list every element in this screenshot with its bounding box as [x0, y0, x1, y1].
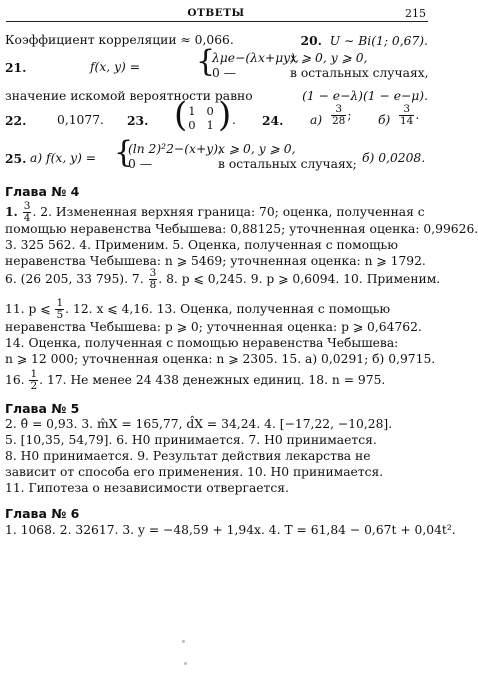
fraction-denominator: 4: [23, 212, 31, 224]
answer-25-case1-expr: (ln 2)²2−(x+y),: [128, 142, 222, 156]
scan-speck: [184, 662, 187, 665]
fraction-numerator: 1: [56, 297, 64, 309]
fraction-denominator: 2: [30, 380, 38, 392]
chapter-4-title: Глава № 4: [5, 184, 80, 199]
chapter-4-line-1: [5, 201, 428, 224]
fraction-denominator: 5: [56, 309, 64, 321]
fraction-numerator: 3: [399, 104, 414, 116]
answer-text: . 2. Измененная верхняя граница: 70; оценка, полученная с: [32, 205, 425, 219]
answer-24-number: 24.: [262, 113, 284, 128]
answer-21-case1-expr: λμe−(λx+μy),: [212, 51, 299, 65]
matrix-cell: 0: [206, 104, 214, 118]
answer-20-text: U ∼ Bi(1; 0,67).: [329, 34, 428, 48]
chapter-4-line-7: неравенства Чебышева: p ⩾ 0; уточненная оценка: p ⩾ 0,64762.: [5, 320, 422, 334]
answer-25-case1-cond: x ⩾ 0, y ⩾ 0,: [218, 142, 296, 156]
matrix-cell: 1: [188, 104, 196, 118]
chapter-4-line-6: [5, 298, 428, 321]
chapter-5-line-3: 8. H0 принимается. 9. Результат действия лекарства не: [5, 449, 371, 463]
answer-text: 16.: [5, 373, 25, 387]
chapter-4-line-10: [5, 369, 428, 392]
chapter-4-line-5: [5, 267, 441, 291]
answer-25-case2-expr: 0 —: [128, 157, 153, 171]
chapter-4-line-3: 3. 325 562. 4. Применим. 5. Оценка, полученная с помощью: [5, 238, 398, 252]
matrix-right-paren: ): [218, 95, 232, 135]
answer-line-19-20: [5, 33, 428, 49]
fraction-numerator: 3: [331, 104, 346, 116]
scan-speck: [182, 640, 185, 643]
matrix-left-paren: (: [174, 95, 188, 135]
answer-21-case2-expr: 0 —: [212, 66, 237, 80]
answer-21-number: 21.: [5, 60, 27, 75]
running-header: [6, 6, 426, 20]
header-rule: [6, 21, 428, 22]
answer-25-case2-cond: в остальных случаях;: [218, 157, 357, 171]
answer-text: . 17. Не менее 24 438 денежных единиц. 18. n = 975.: [39, 373, 386, 387]
chapter-5-line-4: зависит от способа его применения. 10. H0 принимается.: [5, 465, 384, 479]
answer-21-function: f(x, y) =: [90, 60, 141, 74]
answer-25-number: 25.: [5, 151, 27, 166]
chapter-6-title: Глава № 6: [5, 506, 80, 521]
fraction-numerator: 1: [30, 368, 38, 380]
answer-24a-fraction: $\frac{3}{28}$ ;: [332, 103, 352, 127]
fraction-numerator: 3: [23, 200, 31, 212]
answer-25b: б) 0,0208.: [362, 151, 426, 165]
answer-22-value: 0,1077.: [57, 113, 104, 127]
chapter-5-line-1: 2. θ̂ = 0,93. 3. m̂X = 165,77, d̂X = 34,24. 4. [−17,22, −10,28].: [5, 417, 393, 431]
answer-22-number: 22.: [5, 113, 27, 128]
answer-20-number: 20.: [300, 33, 322, 48]
chapter-5-title: Глава № 5: [5, 401, 80, 416]
answer-21-brace: {: [196, 44, 216, 79]
chapter-4-line-2: помощью неравенства Чебышева: 0,88125; уточненная оценка: 0,99626.: [5, 222, 478, 236]
answer-21-probability: [5, 89, 428, 104]
probability-value: (1 − e−λ)(1 − e−μ).: [302, 89, 428, 103]
matrix-cell: 1: [206, 118, 214, 132]
chapter-6-line-1: 1. 1068. 2. 32617. 3. y = −48,59 + 1,94x. 4. T = 61,84 − 0,67t + 0,04t².: [5, 523, 456, 537]
answer-text: 11. p ⩽: [5, 302, 51, 316]
answer-text: . 12. x ⩽ 4,16. 13. Оценка, полученная с помощью: [65, 302, 391, 316]
probability-label: значение искомой вероятности равно: [5, 89, 253, 103]
fraction-denominator: 14: [400, 115, 414, 127]
fraction-denominator: 28: [332, 115, 346, 127]
answer-25a-function: а) f(x, y) =: [30, 151, 97, 165]
answer-23-number: 23.: [127, 113, 149, 128]
answer-number: 1.: [5, 204, 18, 219]
answer-24b-fraction: $\frac{3}{14}$ .: [400, 103, 420, 127]
chapter-4-line-9: n ⩾ 12 000; уточненная оценка: n ⩾ 2305. 15. а) 0,0291; б) 0,9715.: [5, 352, 436, 366]
answer-23-matrix: [184, 104, 218, 132]
chapter-4-line-4: неравенства Чебышева: n ⩾ 5469; уточненная оценка: n ⩾ 1792.: [5, 254, 426, 268]
fraction-numerator: 3: [149, 267, 157, 279]
answer-text: . 8. p ⩽ 0,245. 9. p ⩾ 0,6094. 10. Применим.: [158, 272, 441, 286]
matrix-cell: 0: [188, 118, 196, 132]
answer-24b-label: б): [378, 113, 391, 127]
fraction-denominator: 8: [149, 279, 157, 291]
answer-21-case2-cond: в остальных случаях,: [290, 66, 429, 80]
answer-19: Коэффициент корреляции ≈ 0,066.: [5, 33, 234, 47]
matrix-period: .: [232, 113, 236, 127]
answer-25-brace: {: [114, 135, 134, 170]
page-number: 215: [405, 7, 426, 20]
chapter-5-line-2: 5. [10,35, 54,79]. 6. H0 принимается. 7. H0 принимается.: [5, 433, 377, 447]
answer-24a-label: а): [310, 113, 323, 127]
chapter-5-line-5: 11. Гипотеза о независимости отвергается.: [5, 481, 289, 495]
header-title: ОТВЕТЫ: [187, 7, 245, 19]
answer-21-case1-cond: x ⩾ 0, y ⩾ 0,: [290, 51, 368, 65]
answer-text: 6. (26 205, 33 795). 7.: [5, 272, 144, 286]
chapter-4-line-8: 14. Оценка, полученная с помощью неравенства Чебышева:: [5, 336, 399, 350]
